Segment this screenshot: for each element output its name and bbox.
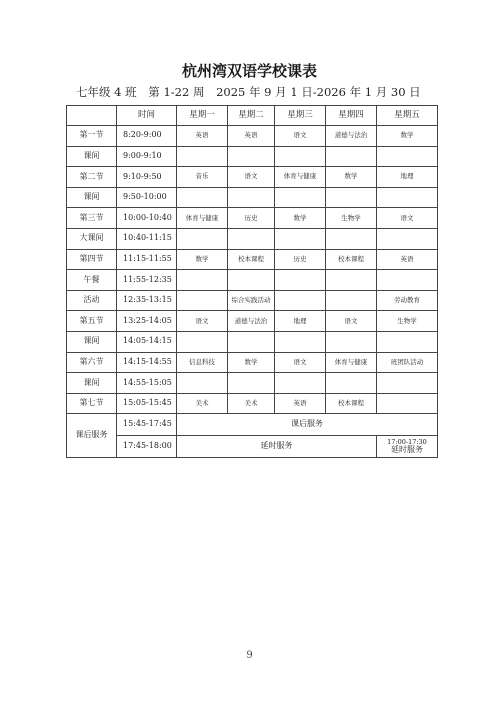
time-cell: 11:55-12:35 — [117, 270, 177, 291]
table-row — [67, 228, 438, 249]
subject-cell-fri — [377, 146, 438, 167]
subject-cell-thu: 道德与法治 — [326, 126, 377, 147]
subject-cell-fri: 英语 — [377, 249, 438, 270]
period-cell: 大课间 — [67, 228, 117, 249]
subject-cell-wed: 语文 — [275, 126, 326, 147]
subject-cell-thu: 校本课程 — [326, 249, 377, 270]
extended-service-note-text: 延时服务 — [391, 444, 423, 454]
period-cell: 午餐 — [67, 270, 117, 291]
table-row — [67, 290, 438, 311]
subject-cell-wed: 体育与健康 — [275, 167, 326, 188]
time-cell: 10:40-11:15 — [117, 228, 177, 249]
period-cell: 课间 — [67, 146, 117, 167]
time-cell: 11:15-11:55 — [117, 249, 177, 270]
date-range-label: 2025 年 9 月 1 日-2026 年 1 月 30 日 — [216, 85, 421, 99]
header-row — [67, 106, 438, 126]
subject-cell-thu — [326, 331, 377, 352]
subject-cell-mon — [177, 270, 228, 291]
time-cell: 9:50-10:00 — [117, 187, 177, 208]
subject-cell-fri — [377, 393, 438, 414]
subject-cell-tue: 英语 — [228, 126, 275, 147]
subject-cell-tue — [228, 228, 275, 249]
subject-cell-thu: 语文 — [326, 311, 377, 332]
subject-cell-wed: 英语 — [275, 393, 326, 414]
period-cell: 活动 — [67, 290, 117, 311]
period-cell: 第五节 — [67, 311, 117, 332]
subject-cell-wed: 历史 — [275, 249, 326, 270]
subject-cell-fri — [377, 331, 438, 352]
subject-cell-tue — [228, 373, 275, 394]
subject-cell-fri — [377, 270, 438, 291]
table-row — [67, 393, 438, 414]
subject-cell-tue: 综合实践活动 — [228, 290, 275, 311]
time-cell: 15:45-17:45 — [117, 414, 177, 436]
table-row — [67, 270, 438, 291]
subject-cell-mon: 语文 — [177, 311, 228, 332]
subject-cell-wed — [275, 373, 326, 394]
header-day-mon: 星期一 — [177, 106, 228, 126]
header-day-wed: 星期三 — [275, 106, 326, 126]
time-cell: 14:05-14:15 — [117, 331, 177, 352]
subject-cell-mon — [177, 146, 228, 167]
table-row — [67, 373, 438, 394]
subject-cell-tue: 道德与法治 — [228, 311, 275, 332]
weeks-label: 第 1-22 周 — [148, 85, 205, 99]
subject-cell-thu: 生物学 — [326, 208, 377, 229]
table-row — [67, 126, 438, 147]
subject-cell-tue: 数学 — [228, 352, 275, 373]
period-cell: 第一节 — [67, 126, 117, 147]
subject-cell-wed: 数学 — [275, 208, 326, 229]
schedule-subtitle — [76, 84, 429, 100]
period-cell: 课间 — [67, 331, 117, 352]
time-cell: 14:15-14:55 — [117, 352, 177, 373]
subject-cell-tue: 历史 — [228, 208, 275, 229]
extended-service-note-cell — [377, 436, 438, 458]
after-school-period-cell: 课后服务 — [67, 414, 117, 458]
subject-cell-mon — [177, 331, 228, 352]
subject-cell-mon — [177, 187, 228, 208]
subject-cell-wed: 地理 — [275, 311, 326, 332]
table-row — [67, 311, 438, 332]
header-day-tue: 星期二 — [228, 106, 275, 126]
time-cell: 10:00-10:40 — [117, 208, 177, 229]
subject-cell-mon: 信息科技 — [177, 352, 228, 373]
period-cell: 第三节 — [67, 208, 117, 229]
time-cell: 9:00-9:10 — [117, 146, 177, 167]
subject-cell-thu — [326, 187, 377, 208]
subject-cell-wed — [275, 146, 326, 167]
time-cell: 13:25-14:05 — [117, 311, 177, 332]
period-cell: 第四节 — [67, 249, 117, 270]
period-cell: 第六节 — [67, 352, 117, 373]
subject-cell-mon: 数学 — [177, 249, 228, 270]
grade-class-label: 七年级 4 班 — [76, 85, 137, 99]
subject-cell-wed: 语文 — [275, 352, 326, 373]
subject-cell-fri — [377, 373, 438, 394]
time-cell: 9:10-9:50 — [117, 167, 177, 188]
subject-cell-tue — [228, 146, 275, 167]
subject-cell-thu: 校本课程 — [326, 393, 377, 414]
subject-cell-tue — [228, 187, 275, 208]
extended-service-note-time: 17:00-17:30 — [387, 437, 427, 446]
page-number: 9 — [246, 650, 253, 661]
period-cell: 课间 — [67, 373, 117, 394]
header-day-fri: 星期五 — [377, 106, 438, 126]
subject-cell-wed — [275, 290, 326, 311]
table-row — [67, 187, 438, 208]
subject-cell-wed — [275, 187, 326, 208]
table-row — [67, 208, 438, 229]
subject-cell-thu: 体育与健康 — [326, 352, 377, 373]
subject-cell-fri: 地理 — [377, 167, 438, 188]
subject-cell-fri: 班团队活动 — [377, 352, 438, 373]
subject-cell-fri: 数学 — [377, 126, 438, 147]
table-row — [67, 352, 438, 373]
subject-cell-fri — [377, 187, 438, 208]
table-row — [67, 167, 438, 188]
after-school-service-cell: 课后服务 — [177, 414, 438, 436]
subject-cell-fri: 生物学 — [377, 311, 438, 332]
header-day-thu: 星期四 — [326, 106, 377, 126]
subject-cell-wed — [275, 228, 326, 249]
table-row — [67, 331, 438, 352]
timetable — [66, 105, 438, 458]
header-period-cell — [67, 106, 117, 126]
time-cell: 12:35-13:15 — [117, 290, 177, 311]
page-title: 杭州湾双语学校课表 — [181, 62, 317, 80]
subject-cell-tue — [228, 331, 275, 352]
subject-cell-tue: 语文 — [228, 167, 275, 188]
subject-cell-mon: 美术 — [177, 393, 228, 414]
subject-cell-mon: 英语 — [177, 126, 228, 147]
subject-cell-thu — [326, 228, 377, 249]
subject-cell-thu — [326, 270, 377, 291]
time-cell: 17:45-18:00 — [117, 436, 177, 458]
subject-cell-thu — [326, 373, 377, 394]
subject-cell-thu: 数学 — [326, 167, 377, 188]
subject-cell-thu — [326, 290, 377, 311]
subject-cell-mon: 体育与健康 — [177, 208, 228, 229]
subject-cell-wed — [275, 270, 326, 291]
subject-cell-tue: 美术 — [228, 393, 275, 414]
subject-cell-mon — [177, 290, 228, 311]
table-row — [67, 249, 438, 270]
subject-cell-tue — [228, 270, 275, 291]
time-cell: 15:05-15:45 — [117, 393, 177, 414]
subject-cell-mon — [177, 228, 228, 249]
extended-service-cell: 延时服务 — [177, 436, 377, 458]
subject-cell-fri — [377, 228, 438, 249]
subject-cell-fri: 劳动教育 — [377, 290, 438, 311]
table-row — [67, 146, 438, 167]
subject-cell-thu — [326, 146, 377, 167]
subject-cell-wed — [275, 331, 326, 352]
subject-cell-mon: 音乐 — [177, 167, 228, 188]
time-cell: 14:55-15:05 — [117, 373, 177, 394]
period-cell: 第二节 — [67, 167, 117, 188]
header-time-cell: 时间 — [117, 106, 177, 126]
after-school-row — [67, 414, 438, 436]
period-cell: 第七节 — [67, 393, 117, 414]
subject-cell-tue: 校本课程 — [228, 249, 275, 270]
period-cell: 课间 — [67, 187, 117, 208]
subject-cell-fri: 语文 — [377, 208, 438, 229]
extended-service-row — [67, 436, 438, 458]
subject-cell-mon — [177, 373, 228, 394]
time-cell: 8:20-9:00 — [117, 126, 177, 147]
